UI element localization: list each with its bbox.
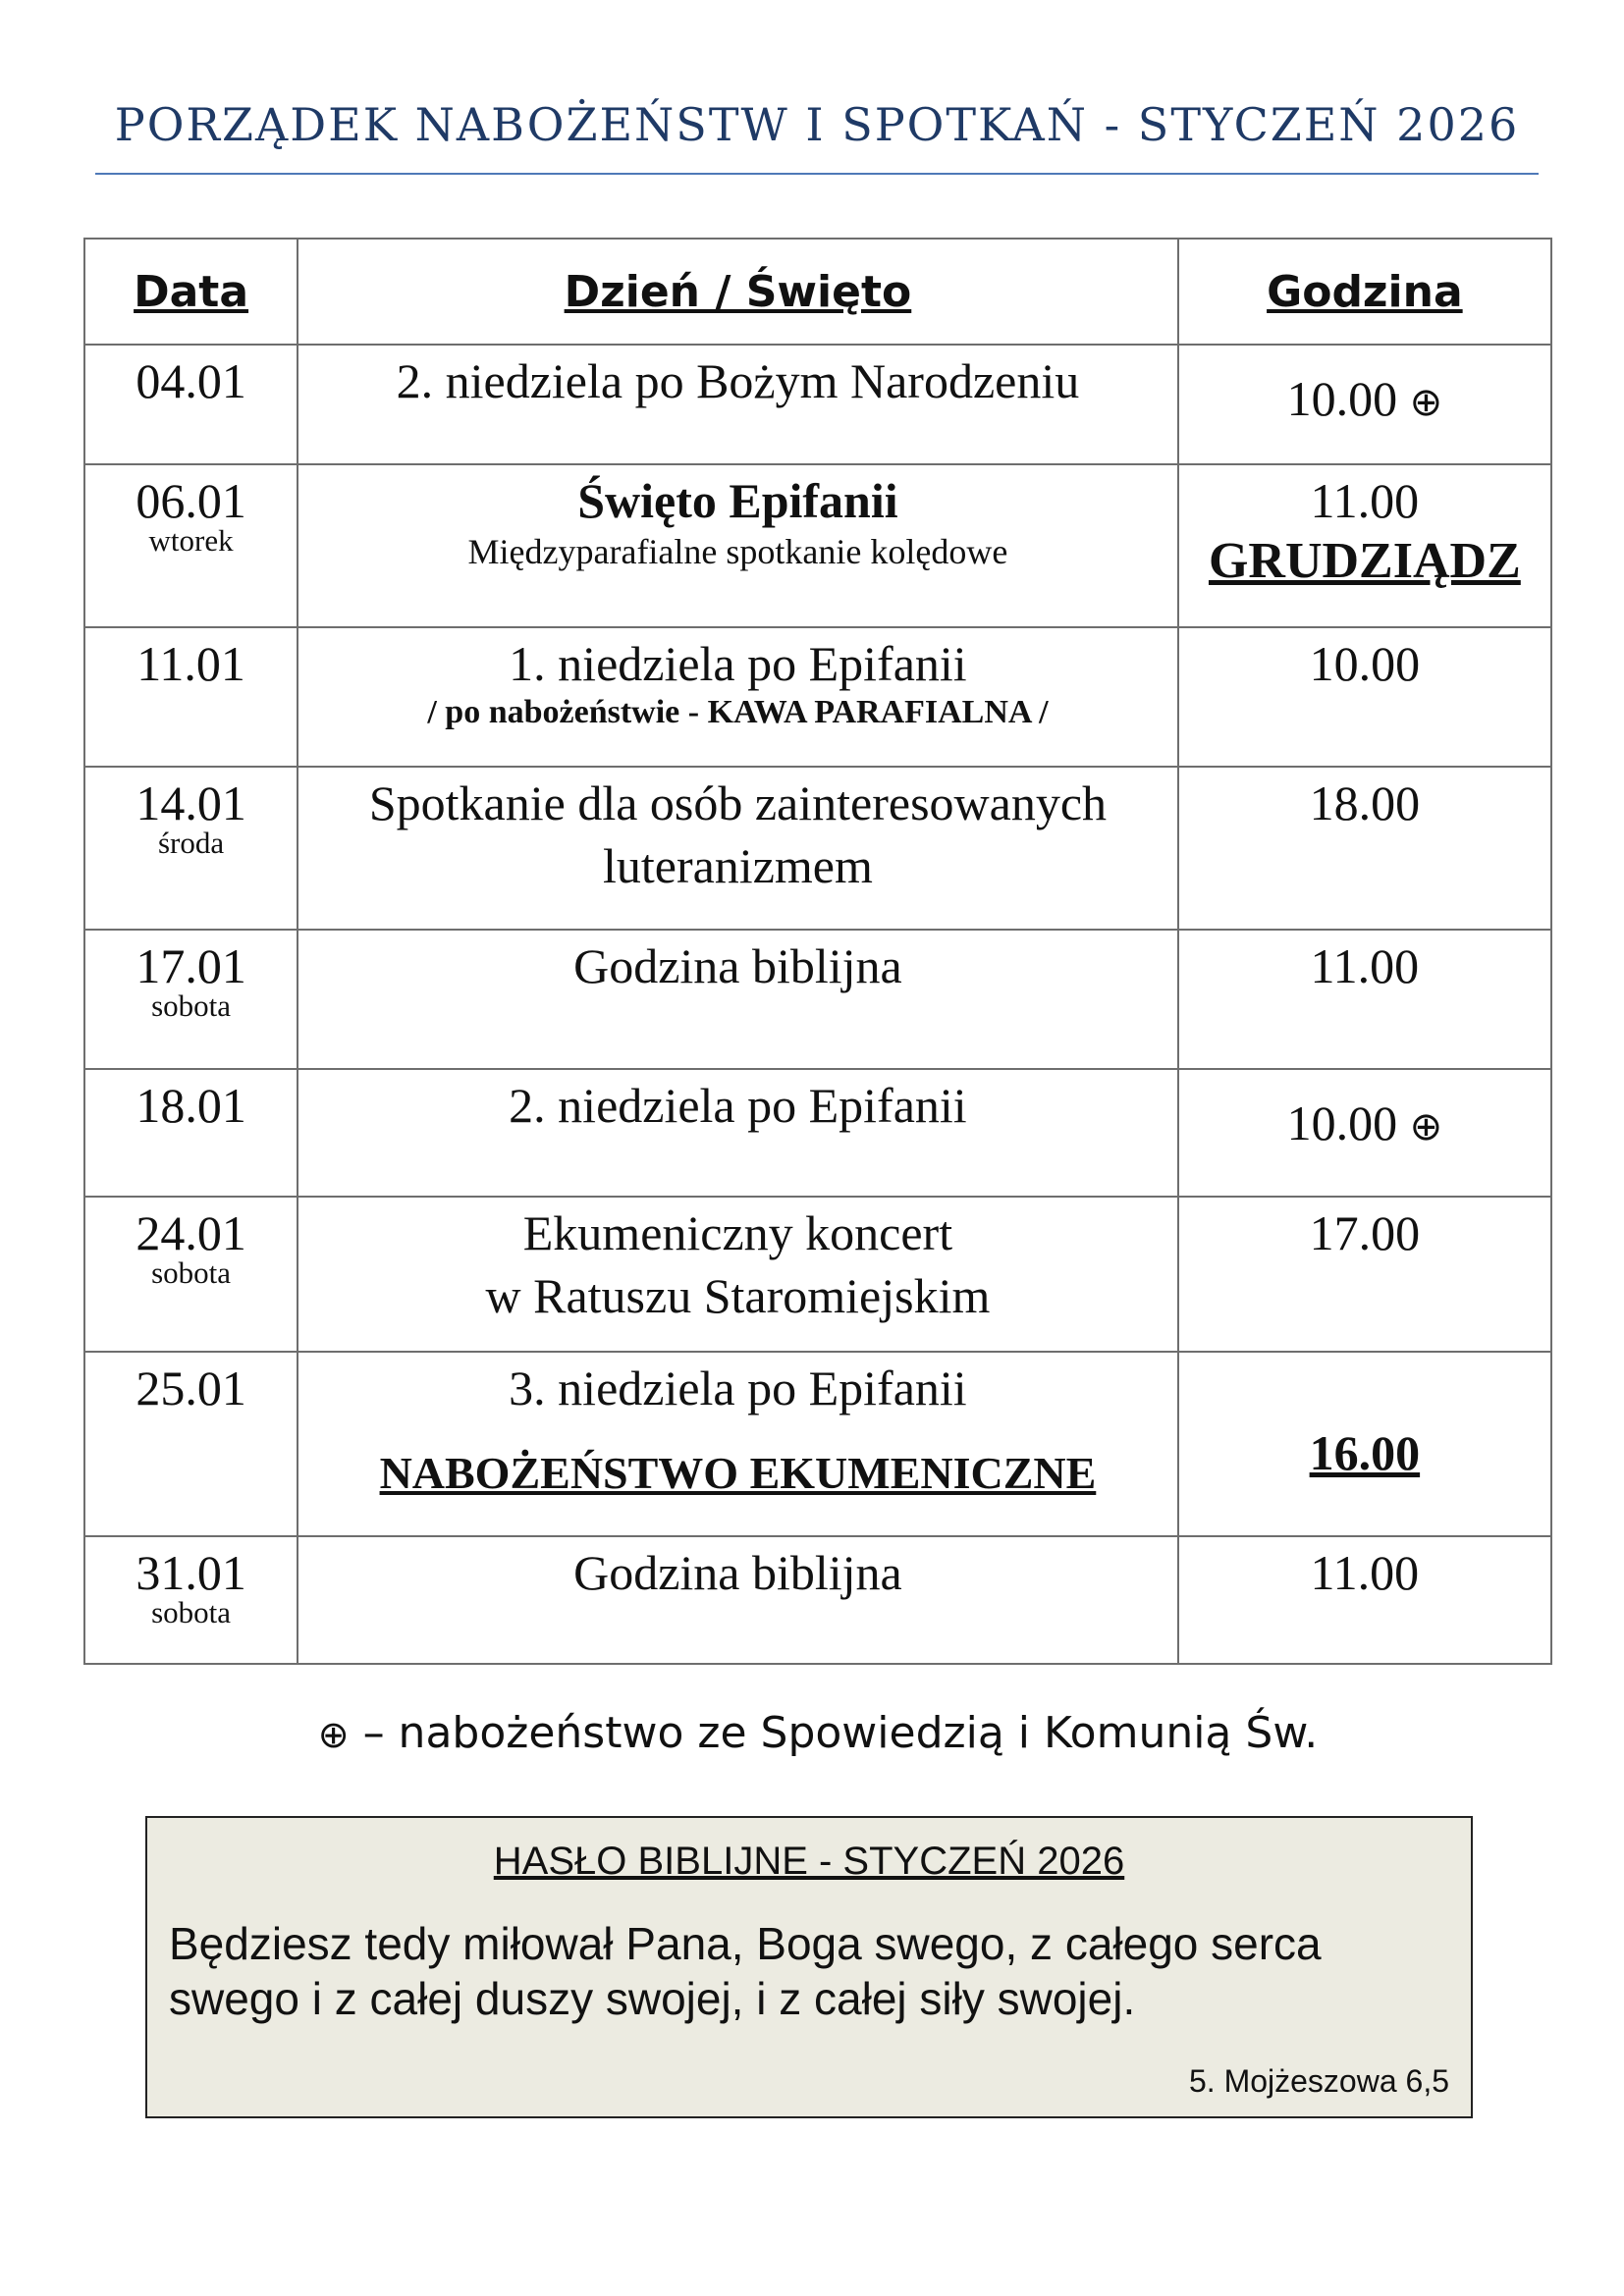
time: 11.00	[1310, 938, 1420, 993]
date: 04.01	[135, 353, 246, 408]
date: 17.01	[135, 938, 246, 993]
time-value: 10.00	[1286, 371, 1398, 426]
time-cell	[1178, 930, 1551, 1069]
time-cell	[1178, 1352, 1551, 1536]
motto-title: HASŁO BIBLIJNE - STYCZEŃ 2026	[493, 1840, 1125, 1883]
time: 16.00	[1309, 1425, 1421, 1480]
event-title: Godzina biblijna	[573, 1545, 902, 1600]
time-cell	[1178, 345, 1551, 464]
time-cell	[1178, 767, 1551, 930]
motto-reference: 5. Mojżeszowa 6,5	[1188, 2063, 1449, 2099]
event-title: 2. niedziela po Bożym Narodzeniu	[396, 353, 1080, 408]
time: 11.00	[1310, 1545, 1420, 1600]
event-title: 3. niedziela po Epifanii	[509, 1361, 967, 1415]
table-row	[84, 464, 1551, 627]
table-row	[84, 345, 1551, 464]
legend-text: – nabożeństwo ze Spowiedzią i Komunią Św.	[349, 1708, 1319, 1758]
date-cell	[84, 1197, 298, 1352]
event-title-line1: Spotkanie dla osób zainteresowanych	[368, 775, 1108, 830]
weekday: sobota	[151, 1595, 232, 1629]
time-cell	[1178, 464, 1551, 627]
header-time: Godzina	[1178, 239, 1551, 345]
bible-motto-box	[145, 1816, 1473, 2118]
legend	[83, 1708, 1552, 1758]
event-place: GRUDZIĄDZ	[1208, 533, 1521, 589]
time-value: 10.00	[1286, 1095, 1398, 1150]
event-special: NABOŻEŃSTWO EKUMENICZNE	[379, 1448, 1097, 1498]
event-cell	[298, 1536, 1178, 1664]
motto-text: Będziesz tedy miłował Pana, Boga swego, z całego serca swego i z całej duszy swojej, i z całej siły swojej.	[169, 1918, 1322, 2024]
weekday: sobota	[151, 988, 232, 1023]
event-title-line1: Ekumeniczny koncert	[522, 1205, 953, 1260]
event-title: 2. niedziela po Epifanii	[509, 1078, 967, 1133]
header-date: Data	[84, 239, 298, 345]
time-cell	[1178, 627, 1551, 767]
title-divider	[95, 173, 1539, 175]
date: 06.01	[135, 473, 246, 528]
date-cell	[84, 345, 298, 464]
date-cell	[84, 1069, 298, 1197]
weekday: środa	[157, 826, 225, 860]
date: 24.01	[135, 1205, 246, 1260]
date: 11.01	[136, 636, 245, 691]
date: 14.01	[135, 775, 246, 830]
event-title-line2: luteranizmem	[602, 838, 873, 893]
event-title: Godzina biblijna	[573, 938, 902, 993]
table-row	[84, 767, 1551, 930]
event-cell	[298, 1197, 1178, 1352]
event-cell	[298, 767, 1178, 930]
date-cell	[84, 767, 298, 930]
date: 18.01	[135, 1078, 246, 1133]
communion-cross-icon: ⊕	[1409, 1104, 1443, 1149]
weekday: wtorek	[148, 523, 234, 558]
date-cell	[84, 930, 298, 1069]
event-note: / po nabożeństwie - KAWA PARAFIALNA /	[427, 694, 1049, 730]
event-cell	[298, 1352, 1178, 1536]
event-cell	[298, 1069, 1178, 1197]
time-cell	[1178, 1536, 1551, 1664]
date-cell	[84, 1536, 298, 1664]
date-cell	[84, 464, 298, 627]
event-cell	[298, 930, 1178, 1069]
date: 31.01	[135, 1545, 246, 1600]
event-cell	[298, 627, 1178, 767]
table-row	[84, 1536, 1551, 1664]
table-row	[84, 1069, 1551, 1197]
schedule-table	[83, 238, 1552, 1665]
table-header-row	[84, 239, 1551, 345]
event-cell	[298, 464, 1178, 627]
weekday: sobota	[151, 1255, 232, 1290]
header-day: Dzień / Święto	[298, 239, 1178, 345]
event-title: Święto Epifanii	[577, 473, 898, 528]
date-cell	[84, 627, 298, 767]
time: 18.00	[1309, 775, 1421, 830]
event-cell	[298, 345, 1178, 464]
event-detail: Międzyparafialne spotkanie kolędowe	[467, 532, 1008, 571]
date-cell	[84, 1352, 298, 1536]
time	[1179, 367, 1550, 434]
time-cell	[1178, 1197, 1551, 1352]
time-cell	[1178, 1069, 1551, 1197]
communion-cross-icon: ⊕	[317, 1713, 350, 1756]
time	[1179, 1092, 1550, 1158]
event-title-line2: w Ratuszu Staromiejskim	[485, 1268, 991, 1323]
table-row	[84, 1352, 1551, 1536]
event-title: 1. niedziela po Epifanii	[509, 636, 967, 691]
time: 17.00	[1309, 1205, 1421, 1260]
time: 10.00	[1309, 636, 1421, 691]
table-row	[84, 627, 1551, 767]
date: 25.01	[135, 1361, 246, 1415]
table-row	[84, 1197, 1551, 1352]
time: 11.00	[1310, 473, 1420, 528]
communion-cross-icon: ⊕	[1409, 380, 1443, 425]
table-row	[84, 930, 1551, 1069]
page-title: PORZĄDEK NABOŻEŃSTW I SPOTKAŃ - STYCZEŃ 2026	[114, 98, 1520, 151]
